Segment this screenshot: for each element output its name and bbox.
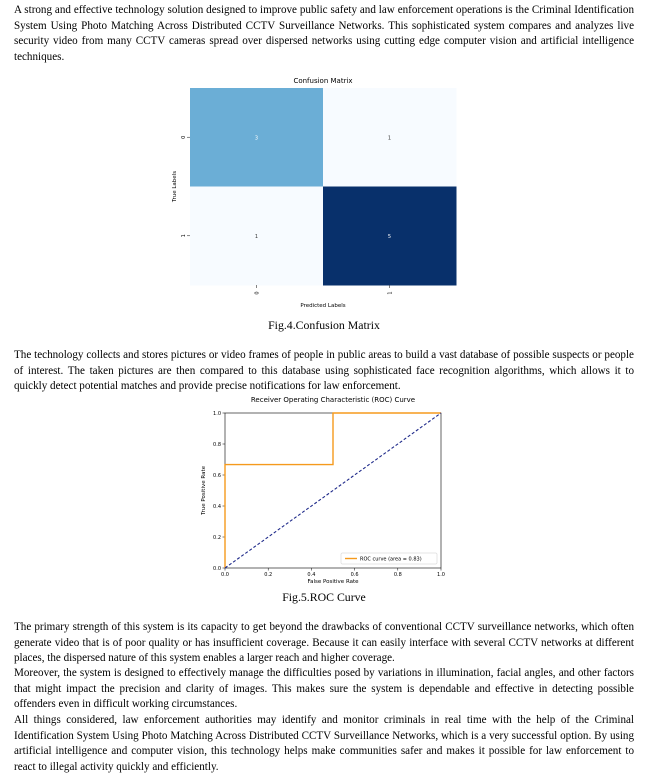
x-tick-label: 1 [387, 291, 394, 295]
x-axis-label: Predicted Labels [300, 303, 346, 309]
intro-paragraph: A strong and effective technology solution designed to improve public safety and law enforcement operations is the Criminal Identification System Using Photo Matching Across Distributed CCTV Surveillance Networks. This sophisticated system compares and analyzes live security video from many CCTV cameras spread over dispersed networks using cutting edge computer vision and artificial intelligence techniques. [14, 4, 634, 63]
y-axis-label: True Positive Rate [201, 466, 207, 515]
x-tick-label: 0.8 [393, 572, 402, 578]
figure-4-caption: Fig.4.Confusion Matrix [268, 318, 380, 332]
figure-5-caption: Fig.5.ROC Curve [282, 590, 366, 604]
cell-value-label: 1 [254, 233, 259, 240]
chart-title: Receiver Operating Characteristic (ROC) Curve [250, 396, 416, 404]
collection-paragraph: The technology collects and stores pictures or video frames of people in public areas to build a vast database of possible suspects or people of interest. The taken pictures are then compared to this database using sophisticated face recognition algorithms, which allows it to quickly detect potential matches and provide precise notifications for law enforcement. [14, 349, 634, 393]
y-tick-label: 0.4 [213, 503, 221, 510]
confusion-matrix-chart [160, 74, 480, 310]
x-tick-label: 0 [254, 291, 261, 295]
x-tick-label: 1.0 [437, 572, 445, 578]
x-axis-label: False Positive Rate [307, 579, 359, 585]
legend-label: ROC curve (area = 0.83) [360, 556, 422, 563]
chart-legend [341, 553, 437, 564]
strength-paragraph: The primary strength of this system is its capacity to get beyond the drawbacks of conventional CCTV surveillance networks, which often generate video that is of poor quality or has insufficient coverage. Because it can easily interface with several CCTV networks at different places, the dispersed nature of this system enables a larger reach and higher coverage. [14, 621, 634, 665]
cell-value-label: 1 [387, 135, 392, 142]
cell-value-label: 3 [254, 135, 259, 142]
y-tick-label: 0.8 [213, 441, 221, 448]
x-tick-label: 0.2 [264, 572, 273, 578]
y-tick-label: 0.6 [213, 472, 221, 479]
chart-title: Confusion Matrix [293, 77, 353, 85]
y-tick-label: 1.0 [213, 410, 221, 417]
y-tick-label: 0.2 [213, 534, 221, 541]
cell-value-label: 5 [387, 233, 392, 240]
y-tick-label: 0.0 [213, 565, 221, 572]
moreover-paragraph: Moreover, the system is designed to effectively manage the difficulties posed by variations in illumination, facial angles, and other factors that might impact the precision and clarity of images. This makes sure the system is dependable and effective in detecting possible offenders even in difficult working circumstances. [14, 667, 634, 711]
x-tick-label: 0.4 [307, 572, 316, 578]
roc-curve-chart [195, 394, 455, 590]
x-tick-label: 0.0 [221, 572, 229, 578]
y-tick-label: 0 [181, 135, 187, 139]
conclusion-paragraph: All things considered, law enforcement authorities may identify and monitor criminals in real time with the help of the Criminal Identification System Using Photo Matching Across Distributed CCTV Surveillance Networks, which is a very successful option. By using artificial intelligence and computer vision, this technology helps make communities safer and makes it possible for law enforcement to react to illegal activity quickly and efficiently. [14, 714, 634, 773]
x-tick-label: 0.6 [350, 572, 359, 578]
y-axis-label: True Labels [172, 170, 178, 203]
y-tick-label: 1 [181, 234, 187, 238]
